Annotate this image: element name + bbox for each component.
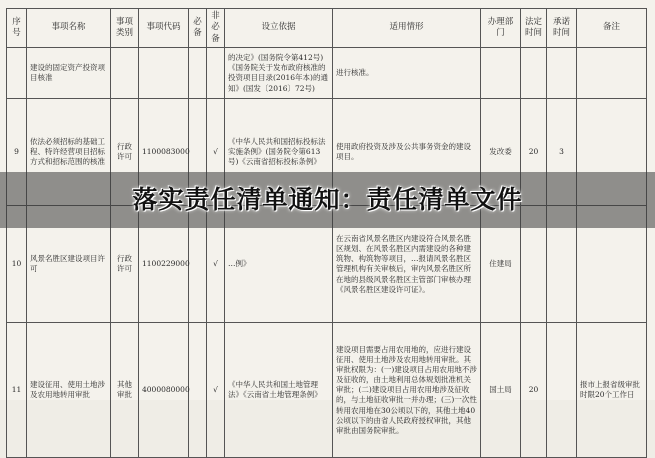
legal-basis: 《中华人民共和国招标投标法实施条例》(国务院令第613号)《云南省招标投标条例》 <box>225 99 333 206</box>
item-code <box>139 48 189 99</box>
department: 发改委 <box>481 99 521 206</box>
promise-time: 3 <box>547 99 577 206</box>
item-code: 1100083000 <box>139 99 189 206</box>
header-cell: 事项类别 <box>111 9 139 48</box>
legal-time: 20 <box>521 323 547 458</box>
item-name: 建设的固定资产投资项目核准 <box>27 48 111 99</box>
promise-time <box>547 48 577 99</box>
row-number: 9 <box>7 99 27 206</box>
item-name: 建设征用、使用土地涉及农用地转用审批 <box>27 323 111 458</box>
optional-mark: √ <box>207 323 225 458</box>
header-cell: 设立依据 <box>225 9 333 48</box>
header-cell: 备注 <box>577 9 647 48</box>
header-cell: 法定时间 <box>521 9 547 48</box>
item-name: 风景名胜区建设项目许可 <box>27 206 111 323</box>
legal-basis: 的决定》(国务院令第412号)《国务院关于发布政府核准的投资项目目录(2016年本)的通知》(国发〔2016〕72号) <box>225 48 333 99</box>
table-header-row <box>7 9 647 48</box>
row-number <box>7 48 27 99</box>
optional-mark <box>207 48 225 99</box>
item-code: 1100229000 <box>139 206 189 323</box>
legal-time <box>521 48 547 99</box>
header-cell: 承诺时间 <box>547 9 577 48</box>
applicable-scope: 进行核准。 <box>333 48 481 99</box>
header-cell: 适用情形 <box>333 9 481 48</box>
table-row <box>7 323 647 458</box>
remark <box>577 48 647 99</box>
applicable-scope: 使用政府投资及涉及公共事务资金的建设项目。 <box>333 99 481 206</box>
header-cell: 序号 <box>7 9 27 48</box>
item-code: 4000080000 <box>139 323 189 458</box>
item-category <box>111 48 139 99</box>
item-category: 其他审批 <box>111 323 139 458</box>
item-name: 依法必须招标的基础工程、特许经营项目招标方式和招标范围的核准 <box>27 99 111 206</box>
item-category: 行政许可 <box>111 206 139 323</box>
header-cell: 非必备 <box>207 9 225 48</box>
legal-basis: 《中华人民共和国土地管理法》《云南省土地管理条例》 <box>225 323 333 458</box>
department: 国土局 <box>481 323 521 458</box>
optional-mark: √ <box>207 99 225 206</box>
department <box>481 48 521 99</box>
promise-time <box>547 323 577 458</box>
overlay-title: 落实责任清单通知：责任清单文件 <box>132 185 523 214</box>
row-number: 11 <box>7 323 27 458</box>
applicable-scope: 建设项目需要占用农用地的，应进行建设征用、使用土地涉及农用地转用审批。其审批权限为：(一)建设项目占用农用地不涉及征收的，由土地利用总体规划批准机关审批；(二)建设项目占用农用地涉及征收的，与土地征收审批一并办理；(三)一次性转用农用地在30公顷以下的，其他土地40公顷以下的由省人民政府授权审批，其他审批由国务院审批。 <box>333 323 481 458</box>
legal-time: 20 <box>521 99 547 206</box>
table-row <box>7 48 647 99</box>
item-category: 行政许可 <box>111 99 139 206</box>
applicable-scope: 在云南省风景名胜区内建设符合风景名胜区规划、在风景名胜区内需建设的各种建筑物、构筑物等项目，…报请风景名胜区管理机构有关审核后，审内风景名胜区所在地的县级风景名胜区主管部门审核办理《风景名胜区建设许可证》。 <box>333 206 481 323</box>
legal-basis: …例》 <box>225 206 333 323</box>
header-cell: 办理部门 <box>481 9 521 48</box>
optional-mark: √ <box>207 206 225 323</box>
row-number: 10 <box>7 206 27 323</box>
header-cell: 事项代码 <box>139 9 189 48</box>
remark: 报市上报省级审批时限20个工作日 <box>577 323 647 458</box>
responsibility-table <box>6 8 647 458</box>
header-cell: 事项名称 <box>27 9 111 48</box>
department: 住建局 <box>481 206 521 323</box>
required-mark <box>189 323 207 458</box>
required-mark <box>189 48 207 99</box>
header-cell: 必备 <box>189 9 207 48</box>
